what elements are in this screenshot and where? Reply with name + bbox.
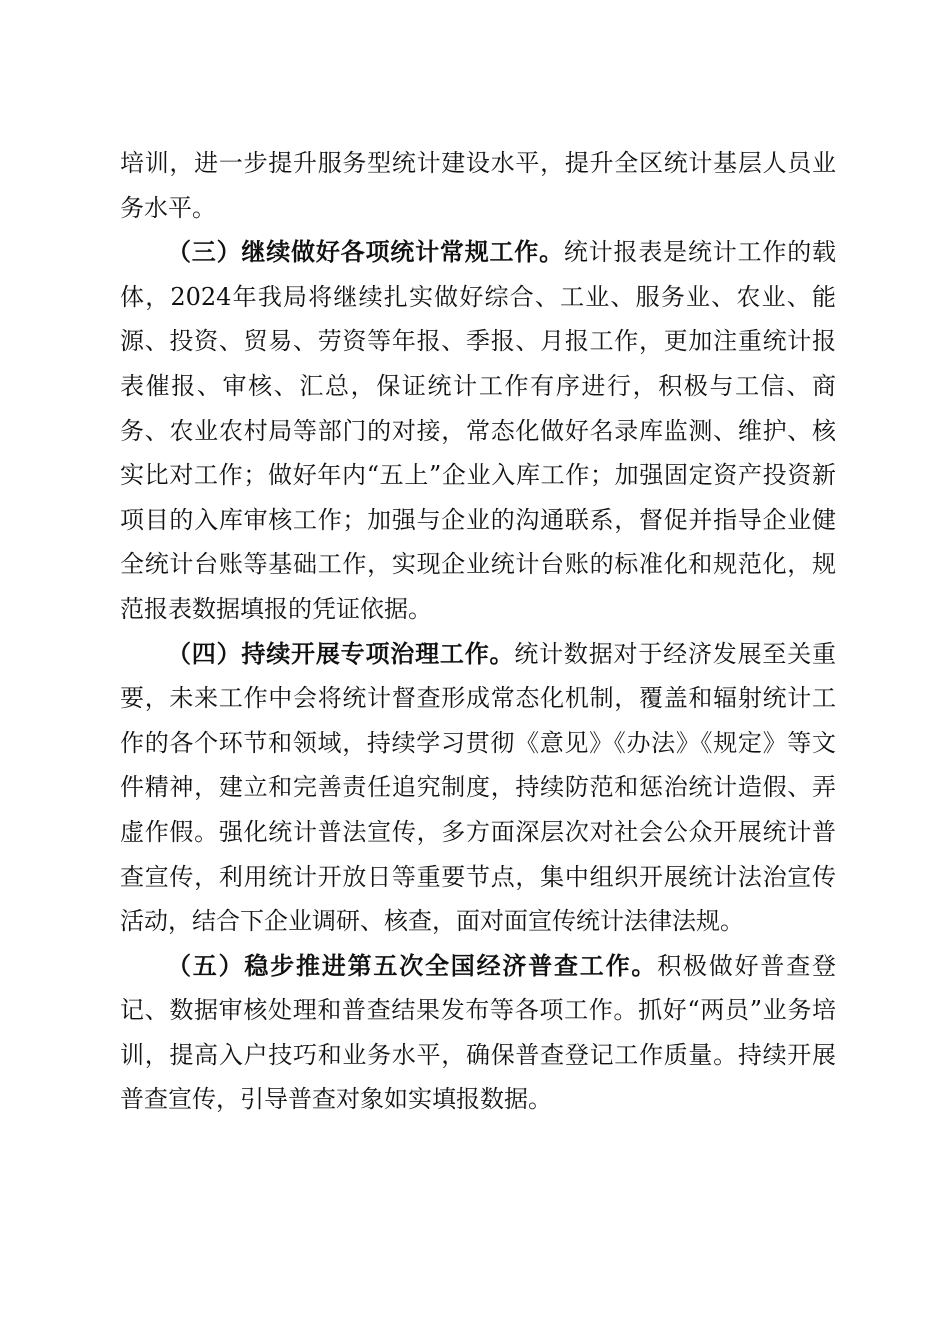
paragraph-section-5	[120, 944, 836, 1122]
paragraph-text: 培训，进一步提升服务型统计建设水平，提升全区统计基层人员业务水平。	[120, 149, 836, 222]
document-body	[120, 141, 836, 1122]
paragraph-section-4	[120, 632, 836, 944]
section-heading: （三）继续做好各项统计常规工作。	[167, 237, 564, 267]
section-heading: （五）稳步推进第五次全国经济普查工作。	[167, 950, 658, 980]
paragraph-text: 积极做好普查登记、数据审核处理和普查结果发布等各项工作。抓好“两员”业务培训，提高入户技巧和业务水平，确保普查登记工作质量。持续开展普查宣传，引导普查对象如实填报数据。	[120, 951, 837, 1114]
paragraph-text: 统计报表是统计工作的载体，2024年我局将继续扎实做好综合、工业、服务业、农业、能源、投资、贸易、劳资等年报、季报、月报工作，更加注重统计报表催报、审核、汇总，保证统计工作有序进行，积极与工信、商务、农业农村局等部门的对接，常态化做好名录库监测、维护、核实比对工作；做好年内“五上”企业入库工作；加强固定资产投资新项目的入库审核工作；加强与企业的沟通联系，督促并指导企业健全统计台账等基础工作，实现企业统计台账的标准化和规范化，规范报表数据填报的凭证依据。	[120, 238, 836, 623]
paragraph-text: 统计数据对于经济发展至关重要，未来工作中会将统计督查形成常态化机制，覆盖和辐射统计工作的各个环节和领域，持续学习贯彻《意见》《办法》《规定》等文件精神，建立和完善责任追究制度，持续防范和惩治统计造假、弄虚作假。强化统计普法宣传，多方面深层次对社会公众开展统计普查宣传，利用统计开放日等重要节点，集中组织开展统计法治宣传活动，结合下企业调研、核查，面对面宣传统计法律法规。	[120, 639, 837, 936]
paragraph-section-3	[120, 230, 836, 631]
paragraph-continuation	[120, 141, 836, 230]
section-heading: （四）持续开展专项治理工作。	[167, 638, 515, 668]
